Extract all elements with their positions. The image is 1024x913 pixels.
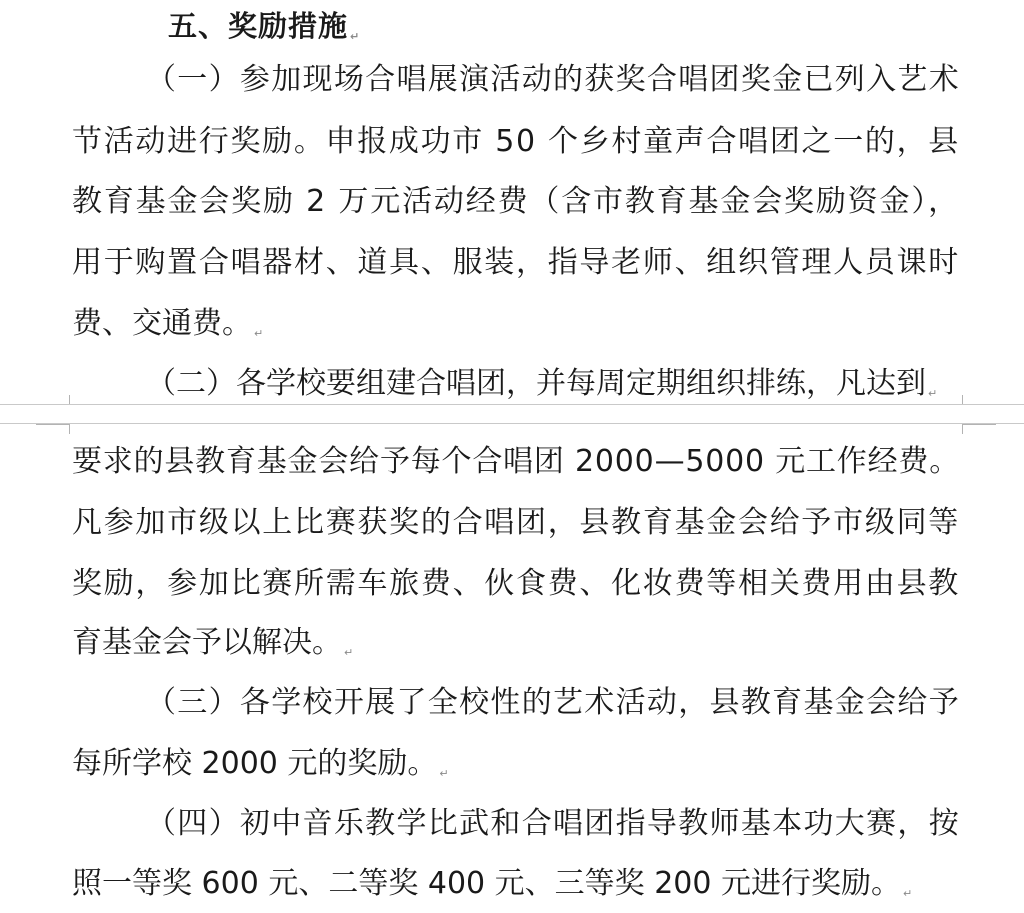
document-page-upper [0,0,1024,404]
page-break-gap [0,404,1024,424]
paragraph-mark-icon: ↵ [344,646,354,659]
text-line: 奖励，参加比赛所需车旅费、伙食费、化妆费等相关费用由县教 [72,566,960,601]
text-line: 每所学校 2000 元的奖励。 ↵ [72,746,449,781]
page-corner-marker [36,395,70,404]
section-heading: 五、奖励措施 ↵ [168,9,360,43]
page-corner-marker [36,424,70,434]
text-line: 用于购置合唱器材、道具、服装，指导老师、组织管理人员课时 [72,245,960,280]
text-line: 费、交通费。 ↵ [72,306,264,341]
paragraph-mark-icon: ↵ [350,30,360,43]
page-corner-marker [962,395,996,404]
text-line: （四）初中音乐教学比武和合唱团指导教师基本功大赛，按 [146,806,960,841]
text-line: （三）各学校开展了全校性的艺术活动，县教育基金会给予 [146,685,960,720]
text-line: 教育基金会奖励 2 万元活动经费（含市教育基金会奖励资金）， [72,184,960,219]
text-line: （一）参加现场合唱展演活动的获奖合唱团奖金已列入艺术 [146,62,960,97]
text-line: 凡参加市级以上比赛获奖的合唱团，县教育基金会给予市级同等 [72,505,960,540]
text-line: 照一等奖 600 元、二等奖 400 元、三等奖 200 元进行奖励。 ↵ [72,866,913,901]
paragraph-mark-icon: ↵ [928,387,938,400]
page-corner-marker [962,424,996,434]
paragraph-mark-icon: ↵ [439,767,449,780]
text-line: 节活动进行奖励。申报成功市 50 个乡村童声合唱团之一的，县 [72,124,960,159]
text-line: （二）各学校要组建合唱团，并每周定期组织排练，凡达到 ↵ [146,366,938,401]
text-line: 育基金会予以解决。 ↵ [72,625,354,660]
paragraph-mark-icon: ↵ [903,887,913,900]
text-line: 要求的县教育基金会给予每个合唱团 2000—5000 元工作经费。 [72,444,960,479]
document-page-lower [0,424,1024,913]
paragraph-mark-icon: ↵ [254,327,264,340]
